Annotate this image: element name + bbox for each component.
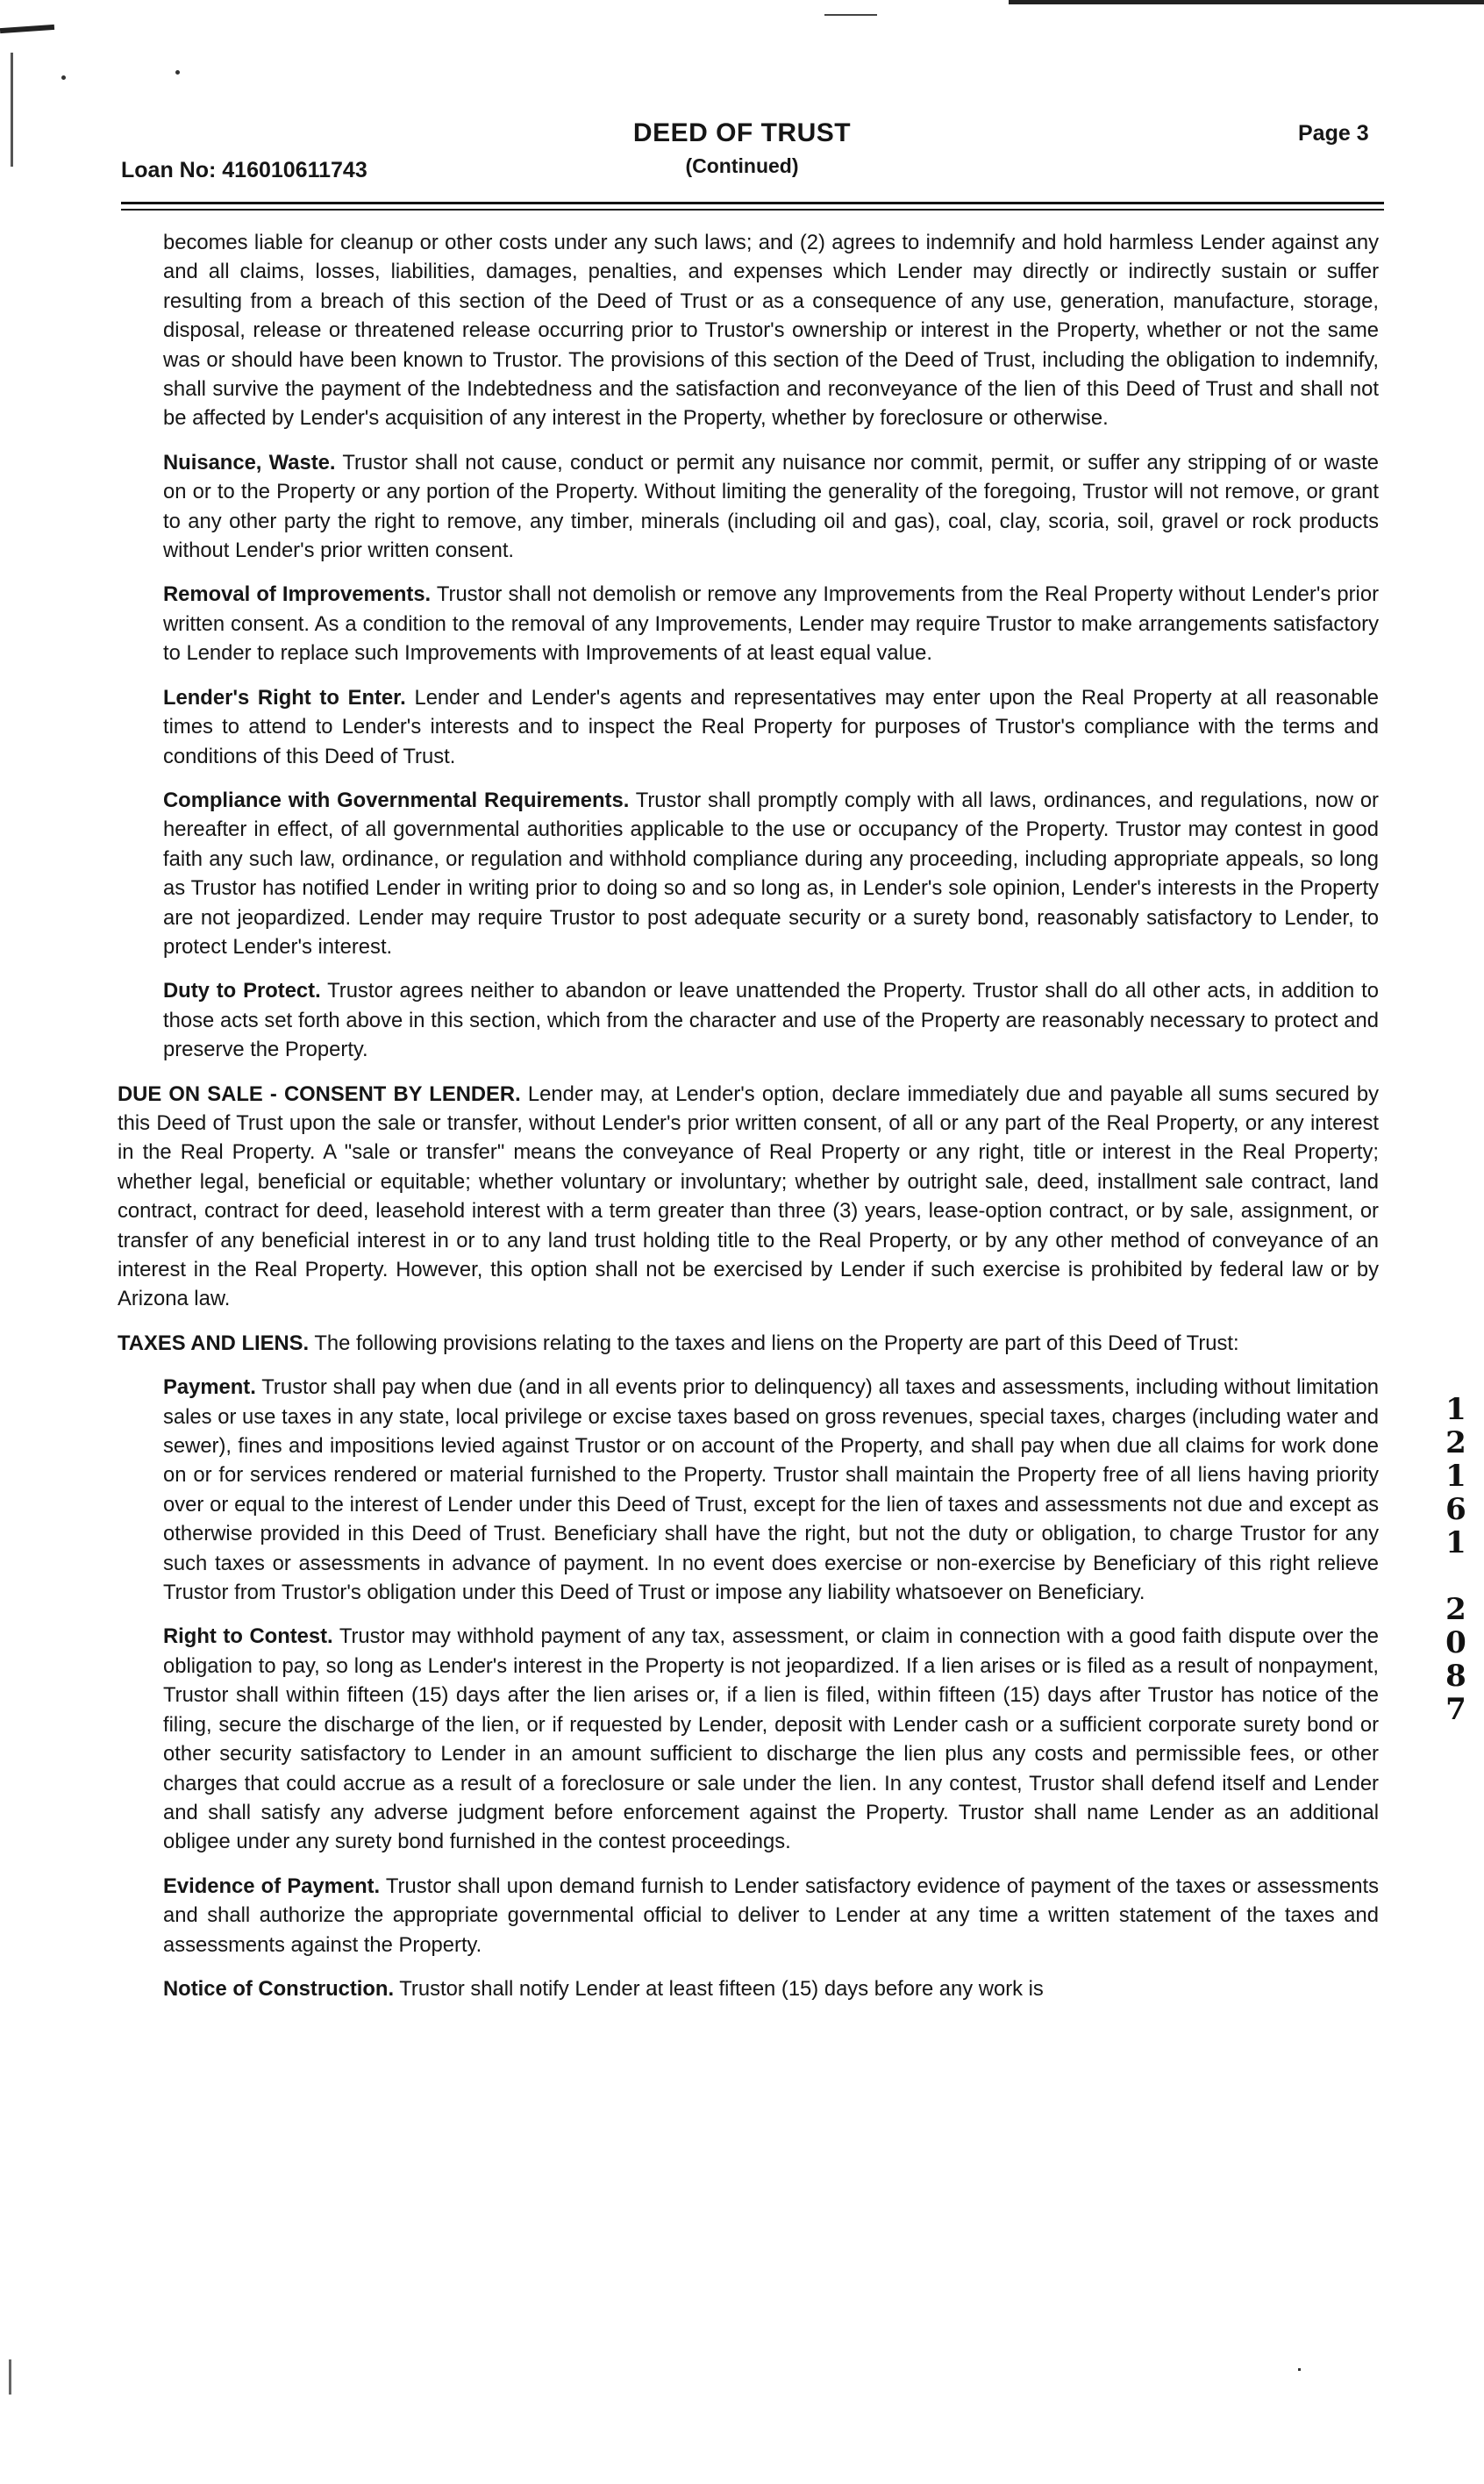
paragraph-heading: Duty to Protect. bbox=[163, 979, 321, 1003]
paragraph-heading: Compliance with Governmental Requirements. bbox=[163, 788, 630, 812]
recording-number-stamp bbox=[1438, 1393, 1473, 1726]
stamp-digit: 2 bbox=[1445, 1425, 1466, 1460]
paragraph-heading: Nuisance, Waste. bbox=[163, 450, 336, 475]
paragraph-text: Trustor shall not demolish or remove any Improvements from the Real Property without Lender's prior written consent. As a condition to the removal of any Improvements, Lender may require Trustor to make arrangements satisfactory to Lender to replace such Improvements with Improvements of at least equal value. bbox=[163, 582, 1380, 666]
paragraph-heading: TAXES AND LIENS. bbox=[118, 1331, 310, 1355]
stamp-gap bbox=[1438, 1560, 1473, 1593]
paragraph bbox=[163, 448, 1379, 566]
stamp-digit: 8 bbox=[1445, 1659, 1466, 1694]
paragraph bbox=[163, 228, 1379, 433]
paragraph-text: Trustor agrees neither to abandon or leave unattended the Property. Trustor shall do all other acts, in addition to those acts set forth above in this section, which from the character and use of the Property are reasonably necessary to protect and preserve the Property. bbox=[163, 979, 1379, 1062]
paragraph-heading: Lender's Right to Enter. bbox=[163, 685, 406, 710]
paragraph-text: Trustor shall upon demand furnish to Lender satisfactory evidence of payment of the taxes or assessments and shall authorize the appropriate governmental official to deliver to Lender at any time a written statement of the taxes and assessments against the Property. bbox=[163, 1874, 1379, 1957]
stamp-digit: 1 bbox=[1445, 1392, 1466, 1427]
paragraph-text: becomes liable for cleanup or other costs under any such laws; and (2) agrees to indemnify and hold harmless Lender against any and all claims, losses, liabilities, damages, penalties, and expenses which Lender may directly or indirectly sustain or suffer resulting from a breach of this section of the Deed of Trust or as a consequence of any use, generation, manufacture, storage, disposal, release or threatened release occurring prior to Trustor's ownership or interest in the Property, whether or not the same was or should have been known to Trustor. The provisions of this section of the Deed of Trust, including the obligation to indemnify, shall survive the payment of the Indebtedness and the satisfaction and reconveyance of the lien of this Deed of Trust and shall not be affected by Lender's acquisition of any interest in the Property, whether by foreclosure or otherwise. bbox=[163, 231, 1379, 431]
header-divider bbox=[121, 202, 1384, 204]
scan-edge-line bbox=[9, 2359, 11, 2395]
paragraph-text: Trustor shall not cause, conduct or permit any nuisance nor commit, permit, or suffer any stripping of or waste on or to the Property or any portion of the Property. Without limiting the generality of the foregoing, Trustor will not remove, or grant to any other party the right to remove, any timber, minerals (including oil and gas), coal, clay, scoria, soil, gravel or rock products without Lender's prior written consent. bbox=[163, 450, 1379, 563]
paragraph-text: Trustor shall pay when due (and in all events prior to delinquency) all taxes and assessments, including without limitation sales or use taxes in any state, local privilege or excise taxes based on gross revenues, special taxes, charges (including water and sewer), fines and impositions levied against Trustor or on account of the Property, and shall pay when due all claims for work done on or for services rendered or material furnished to the Property. Trustor shall maintain the Property free of all liens having priority over or equal to the interest of Lender under this Deed of Trust, except for the lien of taxes and assessments not due and except as otherwise provided in this Deed of Trust. Beneficiary shall have the right, but not the duty or obligation, to charge Trustor for any such taxes or assessments in advance of payment. In no event does exercise or non-exercise by Beneficiary of this right relieve Trustor from Trustor's obligation under this Deed of Trust or impose any liability whatsoever on Beneficiary. bbox=[163, 1375, 1379, 1605]
paragraph-heading: Right to Contest. bbox=[163, 1624, 333, 1649]
paragraph bbox=[118, 1080, 1379, 1314]
paragraph bbox=[163, 1974, 1379, 2003]
scan-mark bbox=[824, 14, 877, 16]
stamp-digit: 0 bbox=[1445, 1625, 1466, 1660]
document-title: DEED OF TRUST bbox=[632, 118, 852, 147]
paragraph-text: Trustor may withhold payment of any tax, assessment, or claim in connection with a good faith dispute over the obligation to pay, so long as Lender's interest in the Property is not jeopardized. If a lien arises or is filed as a result of nonpayment, Trustor shall within fifteen (15) days after the lien arises or, if a lien is filed, within fifteen (15) days after Trustor has notice of the filing, secure the discharge of the lien, or if requested by Lender, deposit with Lender cash or a sufficient corporate surety bond or other security satisfactory to Lender in an amount sufficient to discharge the lien plus any costs and permissible fees, or other charges that could accrue as a result of a foreclosure or sale under the lien. In any contest, Trustor shall defend itself and Lender and shall satisfy any adverse judgment before enforcement against the Property. Trustor shall name Lender as an additional obligee under any surety bond furnished in the contest proceedings. bbox=[163, 1624, 1379, 1854]
loan-number: Loan No: 416010611743 bbox=[121, 158, 367, 182]
stamp-digit: 2 bbox=[1445, 1592, 1466, 1627]
paragraph-heading: DUE ON SALE - CONSENT BY LENDER. bbox=[118, 1081, 521, 1106]
paragraph bbox=[163, 976, 1379, 1064]
paragraph bbox=[163, 683, 1379, 771]
paragraph-text: The following provisions relating to the taxes and liens on the Property are part of this Deed of Trust: bbox=[314, 1331, 1239, 1355]
paragraph-text: Lender may, at Lender's option, declare immediately due and payable all sums secured by this Deed of Trust upon the sale or transfer, without Lender's prior written consent, of all or any part of the Real Property, or any interest in the Real Property. A "sale or transfer" means the conveyance of Real Property or any right, title or interest in the Real Property; whether legal, beneficial or equitable; whether voluntary or involuntary; whether by outright sale, deed, installment sale contract, land contract, contract for deed, leasehold interest with a term greater than three (3) years, lease-option contract, or by sale, assignment, or transfer of any beneficial interest in or to any land trust holding title to the Real Property, or by any other method of conveyance of an interest in the Real Property. However, this option shall not be exercised by Lender if such exercise is prohibited by federal law or by Arizona law. bbox=[118, 1081, 1379, 1311]
paragraph-text: Lender and Lender's agents and representatives may enter upon the Real Property at all reasonable times to attend to Lender's interests and to inspect the Real Property for purposes of Trustor's compliance with the terms and conditions of this Deed of Trust. bbox=[163, 685, 1379, 768]
scan-edge-line bbox=[11, 53, 13, 167]
paragraph bbox=[163, 786, 1379, 961]
page-number: Page 3 bbox=[1298, 121, 1369, 146]
scan-dot bbox=[175, 70, 180, 75]
document-body bbox=[118, 228, 1379, 2018]
scan-dot bbox=[61, 75, 66, 80]
paragraph-heading: Evidence of Payment. bbox=[163, 1874, 381, 1898]
header-divider bbox=[121, 209, 1384, 211]
stamp-digit: 7 bbox=[1445, 1692, 1466, 1727]
scan-edge-line bbox=[1009, 0, 1484, 4]
paragraph-heading: Payment. bbox=[163, 1375, 256, 1400]
scan-dot bbox=[1298, 2368, 1301, 2371]
document-subtitle: (Continued) bbox=[685, 154, 799, 177]
paragraph bbox=[118, 1329, 1379, 1358]
stamp-digit: 1 bbox=[1445, 1525, 1466, 1560]
paragraph-text: Trustor shall promptly comply with all laws, ordinances, and regulations, now or hereafter in effect, of all governmental authorities applicable to the use or occupancy of the Property. Trustor may contest in good faith any such law, ordinance, or regulation and withhold compliance during any proceeding, including appropriate appeals, so long as Trustor has notified Lender in writing prior to doing so and so long as, in Lender's sole opinion, Lender's interests in the Property are not jeopardized. Lender may require Trustor to post adequate security or a surety bond, reasonably satisfactory to Lender, to protect Lender's interest. bbox=[163, 788, 1379, 959]
stamp-digit: 6 bbox=[1445, 1492, 1466, 1527]
stamp-digit: 1 bbox=[1445, 1459, 1466, 1494]
paragraph-heading: Removal of Improvements. bbox=[163, 582, 432, 607]
paragraph bbox=[163, 1622, 1379, 1856]
paragraph-heading: Notice of Construction. bbox=[163, 1976, 395, 2001]
paragraph bbox=[163, 1373, 1379, 1607]
paragraph-text: Trustor shall notify Lender at least fifteen (15) days before any work is bbox=[399, 1976, 1044, 2001]
scan-mark bbox=[0, 25, 54, 33]
paragraph bbox=[163, 1872, 1379, 1959]
paragraph bbox=[163, 580, 1379, 667]
